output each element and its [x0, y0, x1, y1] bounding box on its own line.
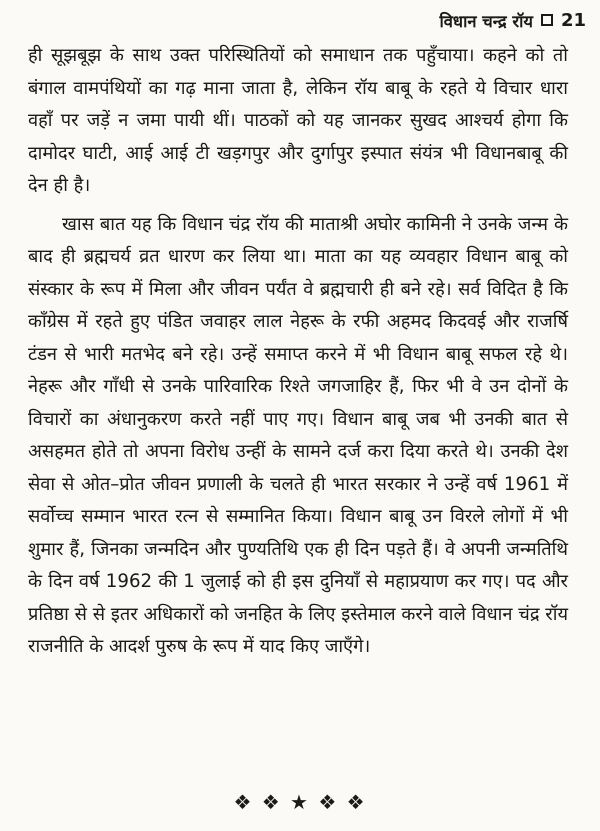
body-text — [28, 40, 568, 664]
running-title: विधान चन्द्र रॉय — [439, 11, 533, 31]
paragraph-2: खास बात यह कि विधान चंद्र रॉय की माताश्री अघोर कामिनी ने उनके जन्म के बाद ही ब्रह्मचर्य व्रत धारण कर लिया था। माता का यह व्यवहार विधान बाबू को संस्कार के रूप में मिला और जीवन पर्यंत वे ब्रह्मचारी ही बने रहे। सर्व विदित है कि काँग्रेस में रहते हुए पंडित जवाहर लाल नेहरू के रफी अहमद किदवई और राजर्षि टंडन से भारी मतभेद बने रहे। उन्हें समाप्त करने में भी विधान बाबू सफल रहे थे। नेहरू और गाँधी से उनके पारिवारिक रिश्ते जगजाहिर हैं, फिर भी वे उन दोनों के विचारों का अंधानुकरण करते नहीं पाए गए। विधान बाबू जब भी उनकी बात से असहमत होते तो अपना विरोध उन्हीं के सामने दर्ज करा दिया करते थे। उनकी देश सेवा से ओत–प्रोत जीवन प्रणाली के चलते ही भारत सरकार ने उन्हें वर्ष 1961 में सर्वोच्च सम्मान भारत रत्न से सम्मानित किया। विधान बाबू उन विरले लोगों में भी शुमार हैं, जिनका जन्मदिन और पुण्यतिथि एक ही दिन पड़ते हैं। वे अपनी जन्मतिथि के दिन वर्ष 1962 की 1 जुलाई को ही इस दुनियाँ से महाप्रयाण कर गए। पद और प्रतिष्ठा से से इतर अधिकारों को जनहित के लिए इस्तेमाल करने वाले विधान चंद्र रॉय राजनीति के आदर्श पुरुष के रूप में याद किए जाएँगे। — [28, 213, 568, 657]
paragraph-1: ही सूझबूझ के साथ उक्त परिस्थितियों को समाधान तक पहुँचाया। कहने को तो बंगाल वामपंथियों का गढ़ माना जाता है, लेकिन रॉय बाबू के रहते ये विचार धारा वहाँ पर जड़ें न जमा पायी थीं। पाठकों को यह जानकर सुखद आश्चर्य होगा कि दामोदर घाटी, आई आई टी खड़गपुर और दुर्गापुर इस्पात संयंत्र भी विधानबाबू की देन ही है। — [28, 45, 568, 196]
ornament-divider: ❖ ❖ ★ ❖ ❖ — [233, 790, 367, 814]
running-header — [439, 6, 586, 34]
page-number: 21 — [560, 9, 586, 31]
square-icon — [541, 14, 553, 26]
